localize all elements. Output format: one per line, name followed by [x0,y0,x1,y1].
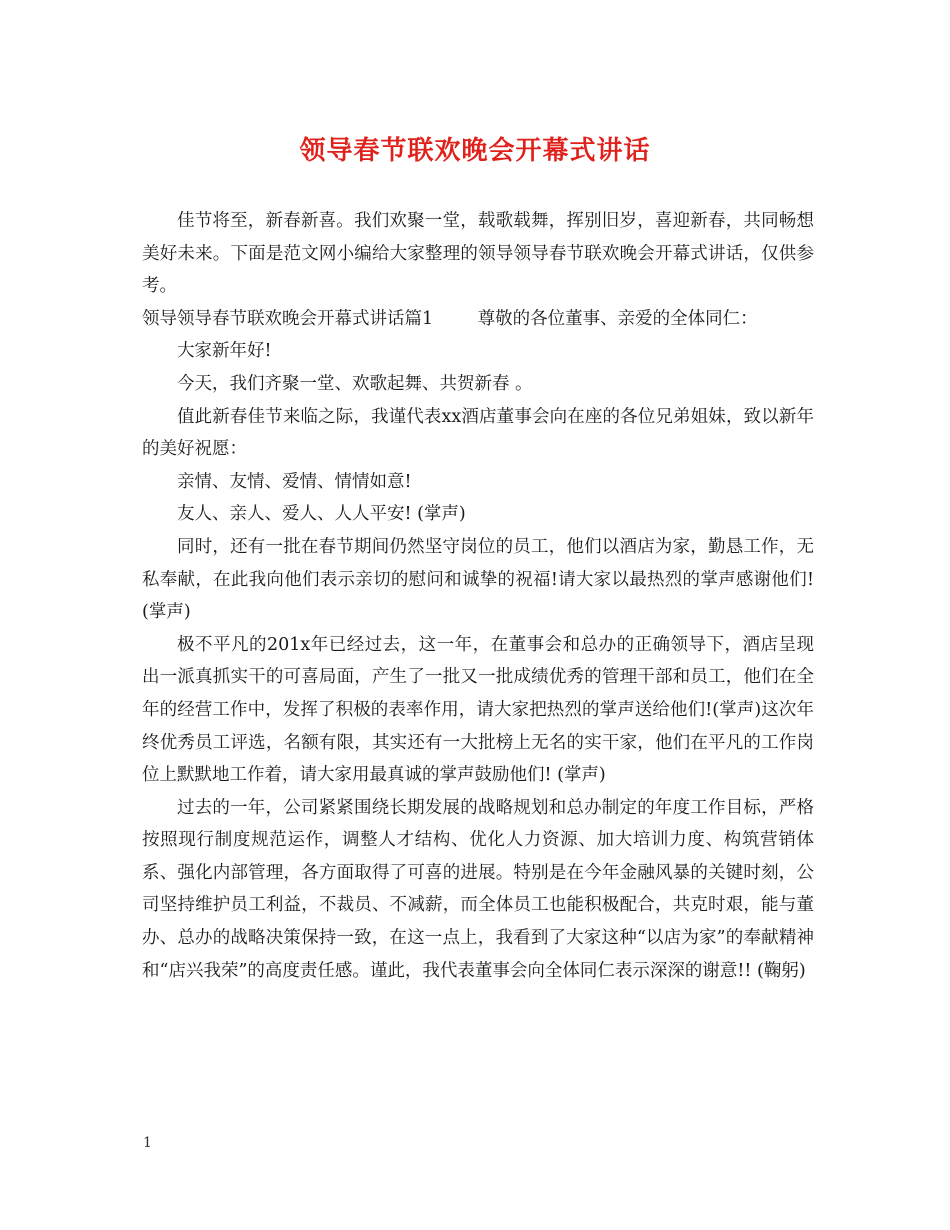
document-body [142,205,814,987]
salutation: 尊敬的各位董事、亲爱的全体同仁： [477,308,758,329]
body-paragraph: 今天，我们齐聚一堂、欢歌起舞、共贺新春 。 [177,373,533,394]
body-paragraph: 极不平凡的201x年已经过去，这一年，在董事会和总办的正确领导下，酒店呈现出一派真抓实干的可喜局面，产生了一批又一批成绩优秀的管理干部和员工，他们在全年的经营工作中，发挥了积极的表率作用，请大家把热烈的掌声送给他们!(掌声)这次年终优秀员工评选，名额有限，其实还有一大批榜上无名的实干家，他们在平凡的工作岗位上默默地工作着，请大家用最真诚的掌声鼓励他们! (掌声) [142,634,814,786]
document-title: 领导春节联欢晚会开幕式讲话 [299,136,651,166]
body-paragraph: 大家新年好! [177,341,272,362]
section-heading-line [142,303,814,336]
body-paragraph: 过去的一年，公司紧紧围绕长期发展的战略规划和总办制定的年度工作目标，严格按照现行制度规范运作，调整人才结构、优化人力资源、加大培训力度、构筑营销体系、强化内部管理，各方面取得了可喜的进展。特别是在今年金融风暴的关键时刻，公司坚持维护员工利益，不裁员、不减薪，而全体员工也能积极配合，共克时艰，能与董办、总办的战略决策保持一致，在这一点上，我看到了大家这种“以店为家”的奉献精神和“店兴我荣”的高度责任感。谨此，我代表董事会向全体同仁表示深深的谢意!! (鞠躬) [142,797,814,981]
intro-paragraph: 佳节将至，新春新喜。我们欢聚一堂，载歌载舞，挥别旧岁，喜迎新春，共同畅想美好未来。下面是范文网小编给大家整理的领导领导春节联欢晚会开幕式讲话，仅供参考。 [142,211,814,297]
body-paragraph: 值此新春佳节来临之际，我谨代表xx酒店董事会向在座的各位兄弟姐妹，致以新年的美好祝愿： [142,406,814,460]
body-paragraph: 友人、亲人、爱人、人人平安! (掌声) [177,504,466,525]
section-heading: 领导领导春节联欢晚会开幕式讲话篇1 [142,308,434,329]
page-number: 1 [143,1135,152,1151]
body-paragraph: 亲情、友情、爱情、情情如意! [177,471,412,492]
body-paragraph: 同时，还有一批在春节期间仍然坚守岗位的员工，他们以酒店为家，勤恳工作，无私奉献，在此我向他们表示亲切的慰问和诚挚的祝福!请大家以最热烈的掌声感谢他们!(掌声) [142,536,814,623]
